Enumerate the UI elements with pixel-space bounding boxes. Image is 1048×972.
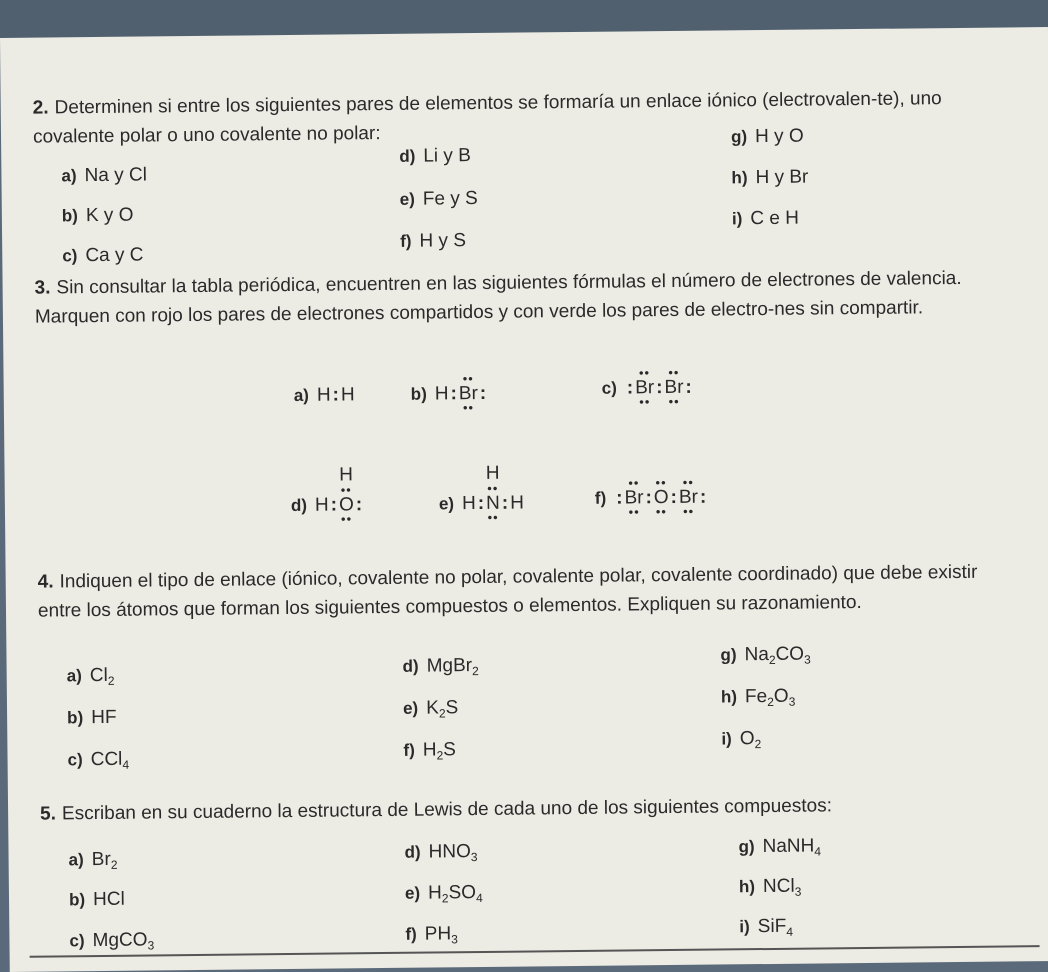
- q2-item-d: d) Li y B: [399, 145, 471, 167]
- q4-item-a: a) $Cl_2$: [66, 664, 115, 688]
- q5-item-i: i) SiF$_4$: [739, 915, 794, 939]
- q5-item-a: a) $Br_2$: [68, 848, 118, 872]
- q2-item-h: h) H y Br: [731, 166, 809, 189]
- q2-item-c: c) Ca y C: [62, 244, 144, 267]
- q2-item-b: b) K y O: [61, 204, 134, 227]
- q4-item-g: g) $Na_2CO_3$: [720, 643, 811, 667]
- page-bottom-divider: [30, 945, 1040, 958]
- q2-item-a: a) Na y Cl: [61, 164, 147, 187]
- q5-item-h: h) NCl$_3$: [738, 875, 802, 899]
- q4-item-i: i) $O_2$: [721, 728, 762, 752]
- q2-item-f: f) H y S: [400, 230, 467, 252]
- question-4: 4. Indiquen el tipo de enlace (iónico, covalente no polar, covalente polar, covalente coordinado) que debe existir entre los átomos que forman los siguientes compuestos o elementos. Expliquen su razonamiento.: [37, 561, 978, 622]
- q2-item-e: e) Fe y S: [399, 188, 478, 210]
- question-number: 2.: [32, 97, 49, 119]
- q5-item-f: f) $PH_3$: [405, 923, 458, 947]
- lewis-f: f) : •• Br •• : •• O •• : •• Br •• :: [594, 474, 707, 520]
- q4-item-e: e) $K_2S$: [402, 697, 459, 721]
- q4-item-c: c) CCl$_4$: [67, 748, 130, 772]
- question-text: Determinen si entre los siguientes pares de elementos se formaría un enlace iónico (electrovalen-te), uno covalente polar o uno covalente no polar:: [32, 88, 942, 148]
- lewis-b: b) H: •• Br •• :: [410, 371, 487, 416]
- q5-item-e: e) $H_2SO_4$: [404, 882, 483, 906]
- textbook-page: [0, 27, 1048, 972]
- q5-item-g: g) NaNH$_4$: [738, 835, 822, 859]
- q4-item-d: d) MgBr$_2$: [402, 655, 479, 679]
- lewis-c: c) : •• Br •• : •• Br •• :: [601, 364, 692, 410]
- q2-item-g: g) H y O: [730, 125, 804, 148]
- q5-item-b: b) HCl: [68, 888, 125, 911]
- question-5: 5. Escriban en su cuaderno la estructura de Lewis de cada uno de los siguientes compuestos:: [40, 795, 833, 825]
- q5-item-c: c) MgCO$_3$: [69, 929, 155, 953]
- q4-item-f: f) $H_2S$: [403, 739, 457, 763]
- lewis-a: a) H:H: [293, 384, 355, 406]
- q4-item-h: h) $Fe_2O_3$: [720, 685, 796, 710]
- question-2: [33, 84, 1004, 152]
- q4-item-b: b) HF: [67, 706, 117, 729]
- lewis-e: e) H: H •• N •• :H: [438, 462, 524, 525]
- question-3: 3. Sin consultar la tabla periódica, encuentren en las siguientes fórmulas el número de electrones de valencia. Marquen con rojo los pares de electrones compartidos y con verde los pares de electro-nes sin compartir.: [34, 267, 962, 328]
- q2-item-i: i) C e H: [731, 207, 800, 230]
- lewis-d: d) H: H •• O •• :: [290, 464, 363, 527]
- q5-item-d: d) $HNO_3$: [404, 841, 478, 865]
